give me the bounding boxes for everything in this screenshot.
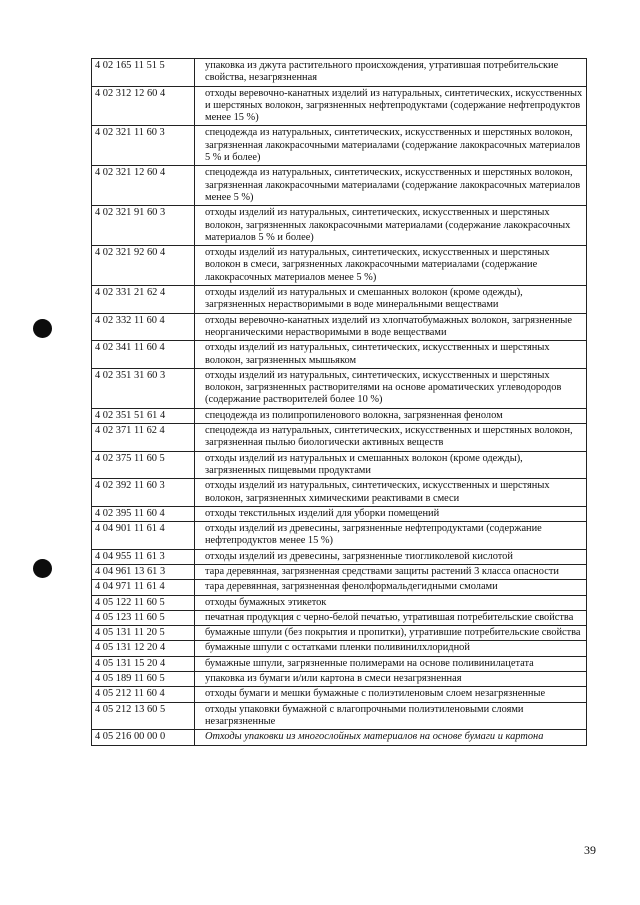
- waste-description-cell: отходы веревочно-канатных изделий из хлопчатобумажных волокон, загрязненные неорганическими нерастворимыми в воде веществами: [195, 313, 587, 341]
- waste-description-cell: тара деревянная, загрязненная фенолформальдегидными смолами: [195, 580, 587, 595]
- waste-description-cell: спецодежда из натуральных, синтетических, искусственных и шерстяных волокон, загрязненная пылью биологически активных веществ: [195, 424, 587, 452]
- waste-description-cell: отходы изделий из натуральных и смешанных волокон (кроме одежды), загрязненных пищевыми продуктами: [195, 451, 587, 479]
- table-row: [92, 595, 587, 610]
- table-row: [92, 368, 587, 408]
- waste-code-cell: 4 05 131 12 20 4: [92, 641, 195, 656]
- waste-code-cell: 4 02 331 21 62 4: [92, 286, 195, 314]
- table-row: [92, 451, 587, 479]
- waste-description-cell: спецодежда из натуральных, синтетических, искусственных и шерстяных волокон, загрязненная лакокрасочными материалами (содержание лакокрасочных материалов менее 5 %): [195, 166, 587, 206]
- waste-code-cell: 4 05 189 11 60 5: [92, 672, 195, 687]
- waste-description-cell: отходы изделий из древесины, загрязненные нефтепродуктами (содержание нефтепродуктов менее 15 %): [195, 522, 587, 550]
- waste-code-cell: 4 02 395 11 60 4: [92, 506, 195, 521]
- table-row: [92, 479, 587, 507]
- waste-description-cell: отходы упаковки бумажной с влагопрочными полиэтиленовыми слоями незагрязненные: [195, 702, 587, 730]
- waste-code-cell: 4 02 321 11 60 3: [92, 126, 195, 166]
- table-row: [92, 246, 587, 286]
- table-row: [92, 580, 587, 595]
- waste-description-cell: отходы веревочно-канатных изделий из натуральных, синтетических, искусственных и шерстяных волокон, загрязненных нефтепродуктами (содержание нефтепродуктов менее 15 %): [195, 86, 587, 126]
- waste-code-cell: 4 02 351 51 61 4: [92, 408, 195, 423]
- waste-description-cell: упаковка из бумаги и/или картона в смеси незагрязненная: [195, 672, 587, 687]
- waste-code-cell: 4 04 961 13 61 3: [92, 564, 195, 579]
- waste-description-cell: отходы изделий из натуральных, синтетических, искусственных и шерстяных волокон, загрязненных растворителями на основе ароматических углеводородов (содержание растворителей более 10 %): [195, 368, 587, 408]
- punch-hole: [33, 559, 52, 578]
- table-row: [92, 286, 587, 314]
- waste-code-cell: 4 05 122 11 60 5: [92, 595, 195, 610]
- waste-code-cell: 4 05 212 11 60 4: [92, 687, 195, 702]
- waste-code-cell: 4 02 321 91 60 3: [92, 206, 195, 246]
- table-row: [92, 59, 587, 87]
- waste-description-cell: отходы изделий из натуральных и смешанных волокон (кроме одежды), загрязненных нерастворимыми в воде минеральными веществами: [195, 286, 587, 314]
- waste-code-cell: 4 02 371 11 62 4: [92, 424, 195, 452]
- waste-description-cell: упаковка из джута растительного происхождения, утратившая потребительские свойства, незагрязненная: [195, 59, 587, 87]
- waste-code-cell: 4 02 375 11 60 5: [92, 451, 195, 479]
- waste-description-cell: отходы изделий из натуральных, синтетических, искусственных и шерстяных волокон, загрязненных химическими реактивами в смеси: [195, 479, 587, 507]
- table-row: [92, 672, 587, 687]
- punch-hole: [33, 319, 52, 338]
- waste-code-cell: 4 05 123 11 60 5: [92, 610, 195, 625]
- waste-code-cell: 4 04 971 11 61 4: [92, 580, 195, 595]
- table-row: [92, 687, 587, 702]
- table-row: [92, 549, 587, 564]
- waste-code-cell: 4 02 165 11 51 5: [92, 59, 195, 87]
- waste-code-table: [91, 58, 587, 746]
- table-row: [92, 702, 587, 730]
- table-row: [92, 610, 587, 625]
- waste-description-cell: отходы бумажных этикеток: [195, 595, 587, 610]
- table-row: [92, 408, 587, 423]
- waste-code-cell: 4 02 392 11 60 3: [92, 479, 195, 507]
- table-row: [92, 564, 587, 579]
- table-row: [92, 86, 587, 126]
- waste-description-cell: спецодежда из натуральных, синтетических, искусственных и шерстяных волокон, загрязненная лакокрасочными материалами (содержание лакокрасочных материалов 5 % и более): [195, 126, 587, 166]
- table-row: [92, 206, 587, 246]
- table-row: [92, 166, 587, 206]
- page-number: 39: [584, 843, 596, 857]
- table-row: [92, 626, 587, 641]
- table-row: [92, 424, 587, 452]
- waste-code-cell: 4 05 131 15 20 4: [92, 656, 195, 671]
- waste-description-cell: отходы изделий из натуральных, синтетических, искусственных и шерстяных волокон в смеси, загрязненных лакокрасочными материалами (содержание лакокрасочных материалов менее 5 %): [195, 246, 587, 286]
- waste-code-cell: 4 02 321 12 60 4: [92, 166, 195, 206]
- table-row: [92, 506, 587, 521]
- table-row: [92, 641, 587, 656]
- waste-description-cell: отходы бумаги и мешки бумажные с полиэтиленовым слоем незагрязненные: [195, 687, 587, 702]
- waste-description-cell: бумажные шпули с остатками пленки поливинилхлоридной: [195, 641, 587, 656]
- waste-code-cell: 4 05 131 11 20 5: [92, 626, 195, 641]
- waste-description-cell: бумажные шпули, загрязненные полимерами на основе поливинилацетата: [195, 656, 587, 671]
- table-row: [92, 730, 587, 745]
- table-row: [92, 522, 587, 550]
- table-row: [92, 313, 587, 341]
- table-row: [92, 341, 587, 369]
- waste-code-table-body: [92, 59, 587, 746]
- waste-description-cell: отходы изделий из натуральных, синтетических, искусственных и шерстяных волокон, загрязненных лакокрасочными материалами (содержание лакокрасочных материалов 5 % и более): [195, 206, 587, 246]
- waste-description-cell: отходы изделий из натуральных, синтетических, искусственных и шерстяных волокон, загрязненных мышьяком: [195, 341, 587, 369]
- waste-code-cell: 4 05 212 13 60 5: [92, 702, 195, 730]
- waste-description-cell: Отходы упаковки из многослойных материалов на основе бумаги и картона: [195, 730, 587, 745]
- waste-code-cell: 4 02 321 92 60 4: [92, 246, 195, 286]
- waste-description-cell: бумажные шпули (без покрытия и пропитки), утратившие потребительские свойства: [195, 626, 587, 641]
- waste-description-cell: спецодежда из полипропиленового волокна, загрязненная фенолом: [195, 408, 587, 423]
- waste-code-cell: 4 04 955 11 61 3: [92, 549, 195, 564]
- waste-description-cell: отходы текстильных изделий для уборки помещений: [195, 506, 587, 521]
- waste-description-cell: печатная продукция с черно-белой печатью, утратившая потребительские свойства: [195, 610, 587, 625]
- table-row: [92, 656, 587, 671]
- waste-code-cell: 4 02 341 11 60 4: [92, 341, 195, 369]
- waste-description-cell: отходы изделий из древесины, загрязненные тиогликолевой кислотой: [195, 549, 587, 564]
- waste-code-cell: 4 05 216 00 00 0: [92, 730, 195, 745]
- waste-code-cell: 4 04 901 11 61 4: [92, 522, 195, 550]
- waste-description-cell: тара деревянная, загрязненная средствами защиты растений 3 класса опасности: [195, 564, 587, 579]
- waste-code-cell: 4 02 332 11 60 4: [92, 313, 195, 341]
- waste-code-cell: 4 02 312 12 60 4: [92, 86, 195, 126]
- table-row: [92, 126, 587, 166]
- waste-code-cell: 4 02 351 31 60 3: [92, 368, 195, 408]
